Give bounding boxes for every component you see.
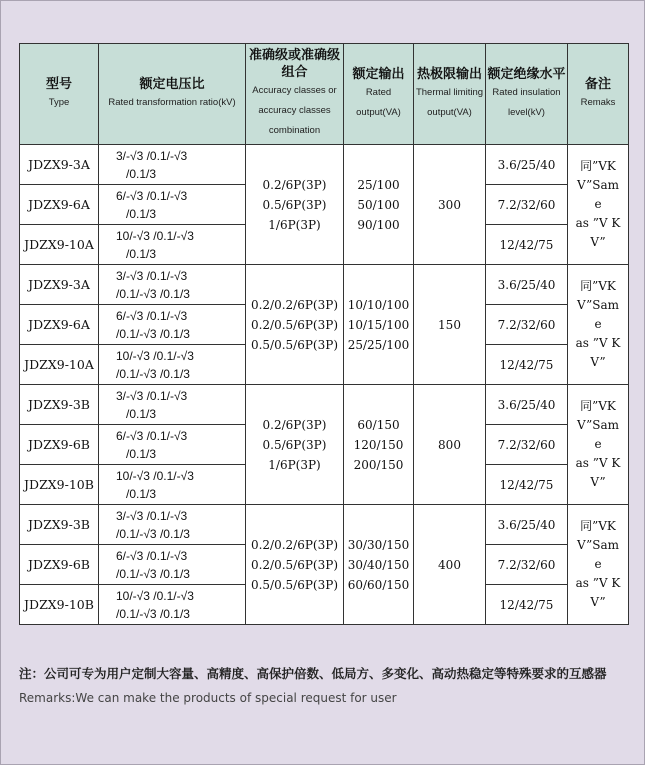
header-output-cn: 额定输出 [352,66,405,82]
remarks-line: as ”V K [575,216,621,230]
ratio-cell [99,465,246,505]
ratio-line: 10/-√3 /0.1/-√3 [116,588,194,603]
thermal-cell: 400 [414,505,486,625]
ratio-line: /0.1/3 [126,206,157,221]
ratio-cell [99,225,246,265]
ratio-line: /0.1/3 [126,486,157,501]
ratio-cell [99,305,246,345]
ratio-line: 10/-√3 /0.1/-√3 [116,228,194,243]
accuracy-cell [246,145,344,265]
remarks-line: 同”VK [580,159,616,173]
header-thermal [414,44,486,145]
ratio-line: 6/-√3 /0.1/-√3 [116,308,188,323]
ratio-line: 3/-√3 /0.1/-√3 [116,388,188,403]
output-cell [344,505,414,625]
remarks-line: e [594,557,602,571]
accuracy-line: 0.2/0.2/6P(3P) [250,537,339,552]
table-header-row [20,44,629,145]
accuracy-cell [246,505,344,625]
ratio-line: /0.1/-√3 /0.1/3 [116,366,190,381]
table-row [20,145,629,185]
insulation-cell: 7.2/32/60 [486,545,568,585]
model-cell: JDZX9-3B [20,385,99,425]
footnote-cn: 注：公司可专为用户定制大容量、高精度、高保护倍数、低局方、多变化、高动热稳定等特殊要求的互感器 [19,666,607,681]
header-remarks-cn: 备注 [584,76,611,92]
thermal-cell: 300 [414,145,486,265]
ratio-line: /0.1/-√3 /0.1/3 [116,566,190,581]
model-cell: JDZX9-3B [20,505,99,545]
insulation-cell: 12/42/75 [486,225,568,265]
remarks-line: V”Sam [577,178,619,192]
ratio-line: 10/-√3 /0.1/-√3 [116,348,194,363]
header-insulation [486,44,568,145]
accuracy-line: 0.2/6P(3P) [262,417,327,432]
insulation-cell: 12/42/75 [486,465,568,505]
header-output-en: Rated output(VA) [356,86,401,118]
thermal-cell: 150 [414,265,486,385]
insulation-cell: 7.2/32/60 [486,425,568,465]
remarks-line: 同”VK [580,519,616,533]
remarks-cell [568,145,629,265]
remarks-cell [568,265,629,385]
footnote [19,664,619,708]
remarks-cell [568,385,629,505]
remarks-line: as ”V K [575,456,621,470]
accuracy-line: 0.5/0.5/6P(3P) [250,337,339,352]
ratio-line: /0.1/-√3 /0.1/3 [116,526,190,541]
ratio-cell [99,585,246,625]
output-line: 120/150 [353,437,404,452]
remarks-line: as ”V K [575,336,621,350]
remarks-line: V”Sam [577,298,619,312]
model-cell: JDZX9-10B [20,465,99,505]
ratio-line: 10/-√3 /0.1/-√3 [116,468,194,483]
footnote-en: Remarks:We can make the products of special request for user [19,691,397,705]
spec-table [19,43,629,625]
table-row [20,265,629,305]
header-remarks [568,44,629,145]
output-line: 25/25/100 [347,337,410,352]
insulation-cell: 3.6/25/40 [486,145,568,185]
remarks-line: e [594,197,602,211]
ratio-line: 6/-√3 /0.1/-√3 [116,188,188,203]
header-ratio-en: Rated transformation ratio(kV) [108,96,236,108]
table-row [20,505,629,545]
insulation-cell: 7.2/32/60 [486,305,568,345]
ratio-cell [99,265,246,305]
header-type-en: Type [48,96,70,108]
remarks-line: V” [590,235,606,249]
remarks-line: as ”V K [575,576,621,590]
remarks-line: V” [590,595,606,609]
remarks-line: 同”VK [580,279,616,293]
insulation-cell: 3.6/25/40 [486,505,568,545]
output-line: 60/60/150 [347,577,410,592]
accuracy-line: 0.2/0.5/6P(3P) [250,557,339,572]
ratio-line: /0.1/-√3 /0.1/3 [116,286,190,301]
output-line: 10/10/100 [347,297,410,312]
accuracy-line: 0.5/0.5/6P(3P) [250,577,339,592]
ratio-cell [99,185,246,225]
ratio-line: 6/-√3 /0.1/-√3 [116,428,188,443]
ratio-cell [99,505,246,545]
remarks-line: V”Sam [577,418,619,432]
header-output [344,44,414,145]
remarks-line: e [594,437,602,451]
output-line: 60/150 [357,417,400,432]
accuracy-line: 1/6P(3P) [268,217,321,232]
remarks-line: 同”VK [580,399,616,413]
header-ratio-cn: 额定电压比 [139,76,205,92]
output-cell [344,265,414,385]
accuracy-line: 0.2/0.2/6P(3P) [250,297,339,312]
remarks-line: V” [590,475,606,489]
output-line: 30/30/150 [347,537,410,552]
header-insulation-en: Rated insulation level(kV) [492,86,561,118]
ratio-line: /0.1/3 [126,246,157,261]
remarks-line: V” [590,355,606,369]
ratio-line: /0.1/3 [126,406,157,421]
ratio-cell [99,345,246,385]
model-cell: JDZX9-6B [20,545,99,585]
output-cell [344,385,414,505]
model-cell: JDZX9-10B [20,585,99,625]
insulation-cell: 12/42/75 [486,345,568,385]
model-cell: JDZX9-10A [20,225,99,265]
output-line: 30/40/150 [347,557,410,572]
accuracy-line: 0.5/6P(3P) [262,197,327,212]
ratio-line: /0.1/-√3 /0.1/3 [116,326,190,341]
output-cell [344,145,414,265]
insulation-cell: 12/42/75 [486,585,568,625]
ratio-line: /0.1/-√3 /0.1/3 [116,606,190,621]
insulation-cell: 3.6/25/40 [486,265,568,305]
ratio-line: 3/-√3 /0.1/-√3 [116,508,188,523]
model-cell: JDZX9-3A [20,265,99,305]
header-accuracy-en: Accuracy classes or accuracy classes combination [252,85,337,136]
header-remarks-en: Remaks [580,96,616,108]
header-accuracy [246,44,344,145]
ratio-cell [99,385,246,425]
header-ratio [99,44,246,145]
header-type-cn: 型号 [45,76,72,92]
model-cell: JDZX9-6A [20,305,99,345]
header-accuracy-cn: 准确级或准确级组合 [248,48,340,80]
ratio-line: /0.1/3 [126,446,157,461]
output-line: 50/100 [357,197,400,212]
header-type [20,44,99,145]
model-cell: JDZX9-6A [20,185,99,225]
ratio-cell [99,425,246,465]
header-thermal-en: Thermal limiting output(VA) [415,86,484,118]
header-insulation-cn: 额定绝缘水平 [487,66,566,82]
ratio-cell [99,145,246,185]
accuracy-line: 0.2/6P(3P) [262,177,327,192]
accuracy-line: 0.2/0.5/6P(3P) [250,317,339,332]
insulation-cell: 3.6/25/40 [486,385,568,425]
remarks-line: e [594,317,602,331]
remarks-line: V”Sam [577,538,619,552]
output-line: 90/100 [357,217,400,232]
ratio-cell [99,545,246,585]
accuracy-line: 1/6P(3P) [268,457,321,472]
remarks-cell [568,505,629,625]
ratio-line: 3/-√3 /0.1/-√3 [116,268,188,283]
insulation-cell: 7.2/32/60 [486,185,568,225]
model-cell: JDZX9-3A [20,145,99,185]
accuracy-line: 0.5/6P(3P) [262,437,327,452]
ratio-line: 3/-√3 /0.1/-√3 [116,148,188,163]
accuracy-cell [246,265,344,385]
model-cell: JDZX9-10A [20,345,99,385]
ratio-line: /0.1/3 [126,166,157,181]
thermal-cell: 800 [414,385,486,505]
model-cell: JDZX9-6B [20,425,99,465]
output-line: 200/150 [353,457,404,472]
ratio-line: 6/-√3 /0.1/-√3 [116,548,188,563]
header-thermal-cn: 热极限输出 [416,66,482,82]
output-line: 25/100 [357,177,400,192]
accuracy-cell [246,385,344,505]
output-line: 10/15/100 [347,317,410,332]
table-row [20,385,629,425]
